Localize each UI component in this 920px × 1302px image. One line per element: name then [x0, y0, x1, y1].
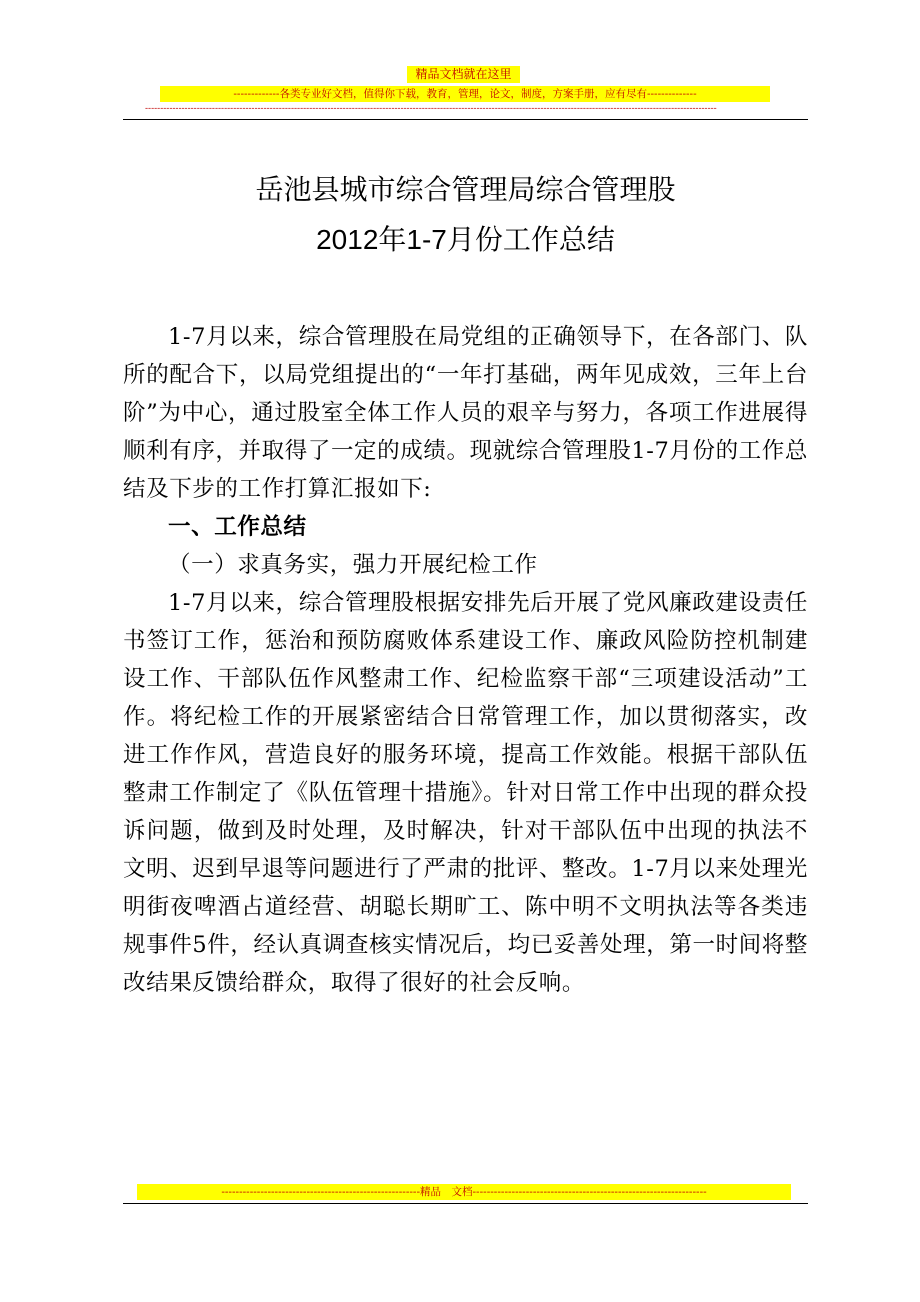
intro-paragraph: 1-7月以来，综合管理股在局党组的正确领导下，在各部门、队所的配合下，以局党组提出的“一年打基础，两年见成效，三年上台阶”为中心，通过股室全体工作人员的艰辛与努力，各项工作进展得顺利有序，并取得了一定的成绩。现就综合管理股1-7月份的工作总结及下步的工作打算汇报如下:: [123, 324, 808, 502]
document-body: [123, 318, 808, 1002]
header-divider: [123, 119, 808, 120]
subsection-heading: （一）求真务实，强力开展纪检工作: [168, 552, 538, 578]
section-paragraph: 1-7月以来，综合管理股根据安排先后开展了党风廉政建设责任书签订工作，惩治和预防腐败体系建设工作、廉政风险防控机制建设工作、干部队伍作风整肃工作、纪检监察干部“三项建设活动”工作。将纪检工作的开展紧密结合日常管理工作，加以贯彻落实，改进工作作风，营造良好的服务环境，提高工作效能。根据干部队伍整肃工作制定了《队伍管理十措施》。针对日常工作中出现的群众投诉问题，做到及时处理，及时解决，针对干部队伍中出现的执法不文明、迟到早退等问题进行了严肃的批评、整改。1-7月以来处理光明街夜啤酒占道经营、胡聪长期旷工、陈中明不文明执法等各类违规事件5件，经认真调查核实情况后，均已妥善处理，第一时间将整改结果反馈给群众，取得了很好的社会反响。: [123, 590, 808, 996]
section-heading: 一、工作总结: [168, 514, 307, 540]
header-dash-line: --------------------------------------------------------------------------------------------------------------------------------------------------------------------------------------------: [145, 104, 717, 114]
document-title: 岳池县城市综合管理局综合管理股: [255, 174, 676, 205]
document-subtitle: 2012年1-7月份工作总结: [316, 224, 615, 255]
header-banner: 精品文档就在这里: [407, 66, 520, 83]
footer-divider: [123, 1203, 808, 1204]
footer-banner: --------------------------------------------------------精品 文档------------------------------------------------------------------: [137, 1184, 791, 1200]
header-tagline: -------------各类专业好文档，值得你下载，教育，管理，论文，制度，方案手册，应有尽有--------------: [160, 86, 770, 102]
